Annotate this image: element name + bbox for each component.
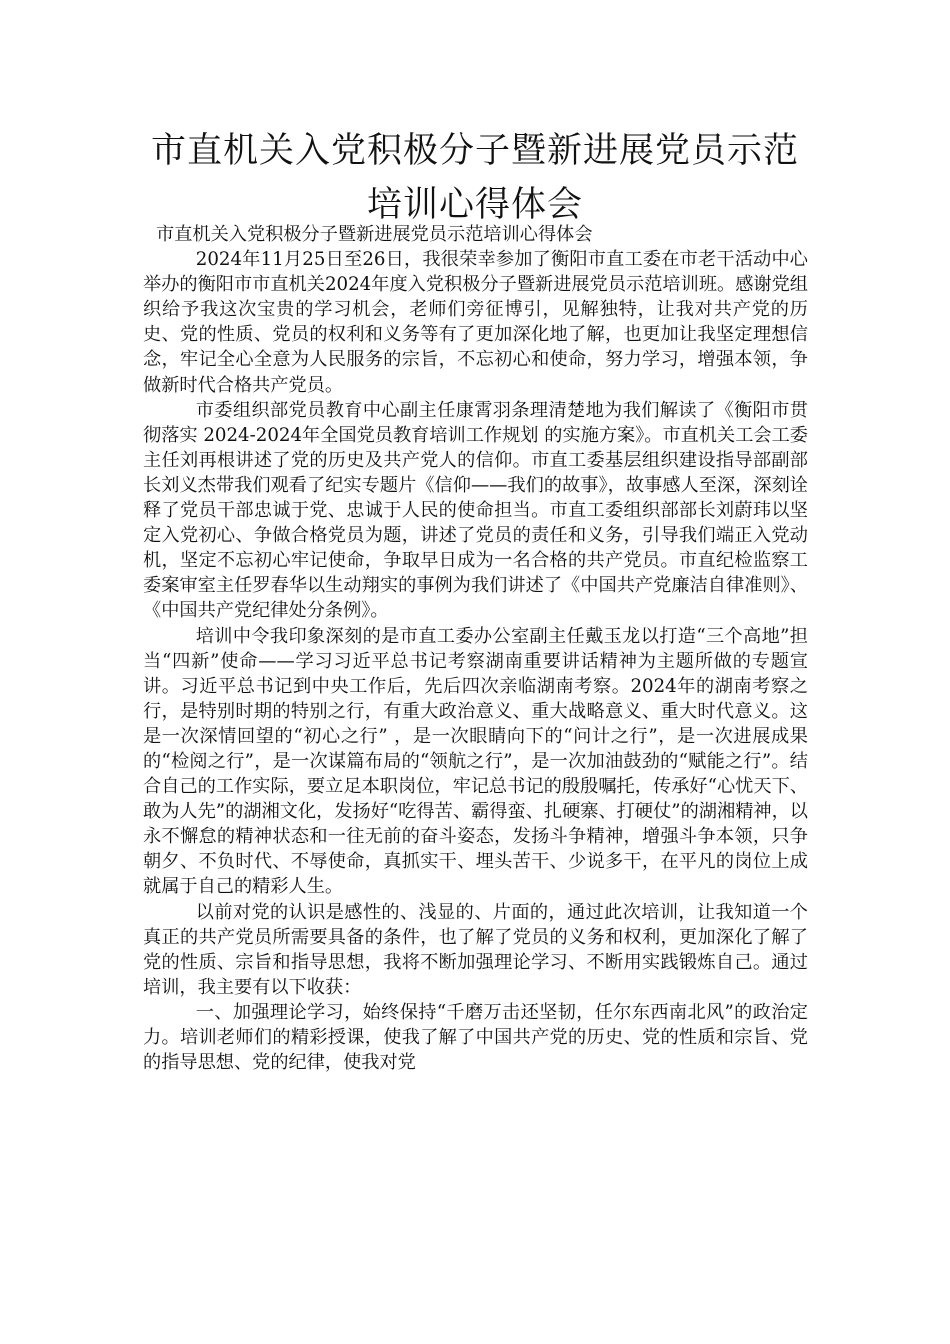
paragraph-1: 2024年11月25日至26日，我很荣幸参加了衡阳市直工委在市老干活动中心举办的衡阳市市直机关2024年度入党积极分子暨新进展党员示范培训班。感谢党组织给予我这次宝贵的学习机会，老师们旁征博引，见解独特，让我对共产党的历史、党的性质、党员的权利和义务等有了更加深化地了解，也更加让我坚定理想信念，牢记全心全意为人民服务的宗旨，不忘初心和使命，努力学习，增强本领，争做新时代合格共产党员。: [143, 249, 808, 396]
paragraph-3: 培训中令我印象深刻的是市直工委办公室副主任戴玉龙以打造“三个高地”担当“四新”使命——学习习近平总书记考察湖南重要讲话精神为主题所做的专题宣讲。习近平总书记到中央工作后，先后四次亲临湖南考察。2024年的湖南考察之行，是特别时期的特别之行，有重大政治意义、重大战略意义、重大时代意义。这是一次深情回望的“初心之行” ，是一次眼睛向下的“问计之行”，是一次进展成果的“检阅之行”，是一次谋篇布局的“领航之行”，是一次加油鼓劲的“赋能之行”。结合自己的工作实际，要立足本职岗位，牢记总书记的殷殷嘱托，传承好“心忧天下、敢为人先”的湖湘文化，发扬好“吃得苦、霸得蛮、扎硬寨、打硬仗”的湖湘精神，以永不懈怠的精神状态和一往无前的奋斗姿态，发扬斗争精神，增强斗争本领，只争朝夕、不负时代、不辱使命，真抓实干、埋头苦干、少说多干，在平凡的岗位上成就属于自己的精彩人生。: [143, 625, 808, 898]
document-body: [143, 222, 808, 1075]
document-title: 市直机关入党积极分子暨新进展党员示范培训心得体会: [150, 131, 799, 225]
paragraph-2: 市委组织部党员教育中心副主任康霄羽条理清楚地为我们解读了《衡阳市贯彻落实 2024-2024年全国党员教育培训工作规划 的实施方案》。市直机关工会工委主任刘再根讲述了党的历史及共产党人的信仰。市直工委基层组织建设指导部副部长刘义杰带我们观看了纪实专题片《信仰——我们的故事》，故事感人至深，深刻诠释了党员干部忠诚于党、忠诚于人民的使命担当。市直工委组织部部长刘蔚玮以坚定入党初心、争做合格党员为题，讲述了党员的责任和义务，引导我们端正入党动机，坚定不忘初心牢记使命，争取早日成为一名合格的共产党员。市直纪检监察工委案审室主任罗春华以生动翔实的事例为我们讲述了《中国共产党廉洁自律准则》、《中国共产党纪律处分条例》。: [143, 399, 808, 622]
paragraph-4: 以前对党的认识是感性的、浅显的、片面的，通过此次培训，让我知道一个真正的共产党员所需要具备的条件，也了解了党员的义务和权利，更加深化了解了党的性质、宗旨和指导思想，我将不断加强理论学习、不断用实践锻炼自己。通过培训，我主要有以下收获：: [143, 901, 808, 998]
document-subtitle: 市直机关入党积极分子暨新进展党员示范培训心得体会: [156, 224, 593, 245]
paragraph-5: 一、加强理论学习，始终保持“千磨万击还坚韧，任尔东西南北风”的政治定力。培训老师们的精彩授课，使我了解了中国共产党的历史、党的性质和宗旨、党的指导思想、党的纪律，使我对党: [143, 1001, 808, 1074]
